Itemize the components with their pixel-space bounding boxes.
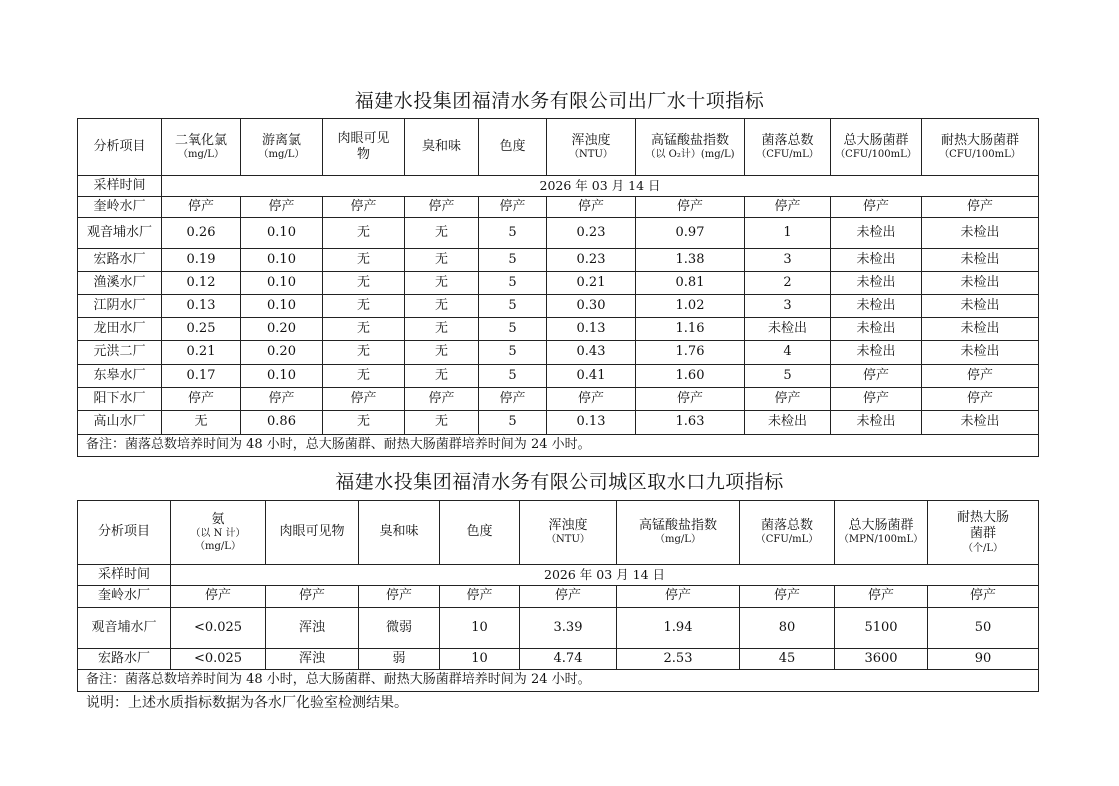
table-cell: <0.025	[171, 608, 266, 649]
table-cell: 未检出	[922, 295, 1039, 318]
table-cell: 停产	[745, 197, 831, 218]
table-cell: 停产	[323, 388, 405, 411]
table-cell: 无	[323, 341, 405, 365]
factory-water-table	[77, 118, 1039, 457]
header-col: 氨 （以 N 计） （mg/L）	[171, 501, 266, 565]
table-cell: 停产	[405, 388, 479, 411]
table-cell: 无	[323, 318, 405, 341]
table-cell: 停产	[740, 586, 835, 608]
table-cell: 0.23	[547, 249, 636, 272]
header-col: 色度	[479, 119, 547, 176]
table2-title: 福建水投集团福清水务有限公司城区取水口九项指标	[335, 471, 784, 493]
table-cell: 0.12	[162, 272, 241, 295]
table-cell: 80	[740, 608, 835, 649]
header-col: 肉眼可见物	[323, 119, 405, 176]
table-row	[78, 295, 1039, 318]
header-col: 游离氯 （mg/L）	[241, 119, 323, 176]
table-cell: 无	[405, 249, 479, 272]
table-cell: 5	[745, 365, 831, 388]
table-cell: 停产	[241, 388, 323, 411]
table-cell: 停产	[479, 388, 547, 411]
table-cell: 0.13	[547, 411, 636, 435]
plant-name: 东皋水厂	[78, 365, 162, 388]
table-cell: 10	[440, 649, 520, 670]
table-cell: 停产	[479, 197, 547, 218]
table-cell: 停产	[922, 365, 1039, 388]
table-cell: 无	[323, 411, 405, 435]
table-cell: 无	[323, 272, 405, 295]
table-cell: 2.53	[617, 649, 740, 670]
table-cell: 0.43	[547, 341, 636, 365]
table-cell: 未检出	[745, 411, 831, 435]
table-cell: 停产	[922, 388, 1039, 411]
table-cell: 无	[405, 318, 479, 341]
table-cell: 无	[405, 218, 479, 249]
plant-name: 观音埔水厂	[78, 608, 171, 649]
table-cell: 0.20	[241, 318, 323, 341]
table-cell: 无	[162, 411, 241, 435]
plant-name: 龙田水厂	[78, 318, 162, 341]
table-cell: 停产	[831, 197, 922, 218]
table-cell: 停产	[636, 197, 745, 218]
table-cell: 0.21	[547, 272, 636, 295]
sampling-row	[78, 176, 1039, 197]
header-col: 二氧化氯 （mg/L）	[162, 119, 241, 176]
table-row	[78, 218, 1039, 249]
table-cell: 未检出	[831, 218, 922, 249]
table-cell: 未检出	[922, 272, 1039, 295]
table-cell: 0.23	[547, 218, 636, 249]
table-cell: 0.10	[241, 365, 323, 388]
header-col: 臭和味	[405, 119, 479, 176]
intake-water-table	[77, 500, 1039, 692]
table-cell: 停产	[440, 586, 520, 608]
table-cell: 0.19	[162, 249, 241, 272]
table-cell: 未检出	[922, 218, 1039, 249]
table-cell: 3.39	[520, 608, 617, 649]
table-cell: 未检出	[831, 411, 922, 435]
table-cell: 1.76	[636, 341, 745, 365]
table-cell: 未检出	[745, 318, 831, 341]
table-cell: 5	[479, 249, 547, 272]
table-cell: 1.02	[636, 295, 745, 318]
table-cell: 3600	[835, 649, 928, 670]
table-cell: 无	[405, 365, 479, 388]
table-cell: 1.16	[636, 318, 745, 341]
table-cell: 未检出	[831, 295, 922, 318]
table-cell: 5100	[835, 608, 928, 649]
table-row	[78, 649, 1039, 670]
header-col: 高锰酸盐指数 （以 O₂计）(mg/L)	[636, 119, 745, 176]
table-cell: 未检出	[831, 341, 922, 365]
table-cell: 4.74	[520, 649, 617, 670]
table-cell: 无	[323, 295, 405, 318]
table-row	[78, 272, 1039, 295]
table2-header-row	[78, 501, 1039, 565]
table-cell: 5	[479, 411, 547, 435]
table-cell: 0.86	[241, 411, 323, 435]
table-cell: 无	[405, 295, 479, 318]
table-cell: 未检出	[831, 249, 922, 272]
table-cell: 停产	[922, 197, 1039, 218]
table-cell: 5	[479, 295, 547, 318]
table-cell: 未检出	[922, 411, 1039, 435]
table-cell: 无	[405, 411, 479, 435]
sampling-row	[78, 565, 1039, 586]
table2-body	[78, 586, 1039, 670]
table-cell: 0.97	[636, 218, 745, 249]
table-cell: 浑浊	[266, 608, 359, 649]
sampling-date: 2026 年 03 月 14 日	[162, 176, 1039, 197]
table-cell: 0.13	[162, 295, 241, 318]
table-cell: 1.94	[617, 608, 740, 649]
table-cell: 未检出	[831, 318, 922, 341]
table-cell: 停产	[405, 197, 479, 218]
plant-name: 宏路水厂	[78, 249, 162, 272]
header-col: 臭和味	[359, 501, 440, 565]
header-col: 肉眼可见物	[266, 501, 359, 565]
table-cell: 未检出	[831, 272, 922, 295]
header-item: 分析项目	[78, 119, 162, 176]
table-cell: 5	[479, 341, 547, 365]
table1-header-row	[78, 119, 1039, 176]
header-col: 浑浊度 （NTU）	[547, 119, 636, 176]
table-cell: 停产	[831, 365, 922, 388]
table-cell: 5	[479, 318, 547, 341]
plant-name: 宏路水厂	[78, 649, 171, 670]
table-cell: 停产	[162, 388, 241, 411]
table-cell: 停产	[547, 388, 636, 411]
table2-note-row	[78, 670, 1039, 692]
table-cell: 5	[479, 365, 547, 388]
table1-body	[78, 197, 1039, 435]
table-cell: 停产	[520, 586, 617, 608]
header-col: 总大肠菌群 （MPN/100mL）	[835, 501, 928, 565]
plant-name: 高山水厂	[78, 411, 162, 435]
table1-title: 福建水投集团福清水务有限公司出厂水十项指标	[354, 90, 765, 112]
table-cell: 未检出	[922, 318, 1039, 341]
table-cell: 1	[745, 218, 831, 249]
table-cell: 停产	[323, 197, 405, 218]
table-cell: 停产	[547, 197, 636, 218]
table-cell: 4	[745, 341, 831, 365]
table-cell: 0.26	[162, 218, 241, 249]
table-cell: 浑浊	[266, 649, 359, 670]
table-cell: 停产	[266, 586, 359, 608]
table-cell: 1.63	[636, 411, 745, 435]
table2-note: 备注：菌落总数培养时间为 48 小时，总大肠菌群、耐热大肠菌群培养时间为 24 小时。	[78, 670, 1039, 692]
table-cell: 45	[740, 649, 835, 670]
table-row	[78, 608, 1039, 649]
table-cell: 5	[479, 218, 547, 249]
table-cell: 无	[323, 249, 405, 272]
table-cell: 3	[745, 249, 831, 272]
table-cell: 停产	[831, 388, 922, 411]
table-cell: 无	[405, 272, 479, 295]
table-row	[78, 197, 1039, 218]
table-row	[78, 341, 1039, 365]
header-col: 耐热大肠 菌群 （个/L）	[928, 501, 1039, 565]
table-cell: 停产	[359, 586, 440, 608]
table-cell: 停产	[162, 197, 241, 218]
header-col: 总大肠菌群 （CFU/100mL）	[831, 119, 922, 176]
table-cell: 微弱	[359, 608, 440, 649]
table-cell: 停产	[171, 586, 266, 608]
table-row	[78, 411, 1039, 435]
table-cell: 无	[405, 341, 479, 365]
plant-name: 奎岭水厂	[78, 586, 171, 608]
table-cell: 0.81	[636, 272, 745, 295]
table-cell: 2	[745, 272, 831, 295]
plant-name: 江阴水厂	[78, 295, 162, 318]
table-cell: 0.25	[162, 318, 241, 341]
table1-note-row	[78, 435, 1039, 457]
table-cell: 停产	[745, 388, 831, 411]
table-cell: 3	[745, 295, 831, 318]
header-col: 浑浊度 （NTU）	[520, 501, 617, 565]
table-cell: 停产	[241, 197, 323, 218]
table-row	[78, 318, 1039, 341]
footer-note: 说明：上述水质指标数据为各水厂化验室检测结果。	[86, 695, 408, 711]
plant-name: 阳下水厂	[78, 388, 162, 411]
table-row	[78, 249, 1039, 272]
table-row	[78, 388, 1039, 411]
plant-name: 奎岭水厂	[78, 197, 162, 218]
table-cell: 停产	[928, 586, 1039, 608]
table-cell: 无	[323, 218, 405, 249]
table-cell: 0.10	[241, 218, 323, 249]
table-cell: 0.10	[241, 249, 323, 272]
sampling-date: 2026 年 03 月 14 日	[171, 565, 1039, 586]
plant-name: 观音埔水厂	[78, 218, 162, 249]
table-cell: 0.10	[241, 272, 323, 295]
table-cell: 弱	[359, 649, 440, 670]
table-cell: 0.17	[162, 365, 241, 388]
table-cell: 停产	[835, 586, 928, 608]
header-col: 色度	[440, 501, 520, 565]
table-cell: 1.60	[636, 365, 745, 388]
table-row	[78, 365, 1039, 388]
table-cell: 0.20	[241, 341, 323, 365]
header-col: 菌落总数 （CFU/mL）	[745, 119, 831, 176]
table-cell: 0.41	[547, 365, 636, 388]
plant-name: 元洪二厂	[78, 341, 162, 365]
table-row	[78, 586, 1039, 608]
table-cell: 停产	[617, 586, 740, 608]
header-col: 耐热大肠菌群 （CFU/100mL）	[922, 119, 1039, 176]
sampling-label: 采样时间	[78, 565, 171, 586]
header-item: 分析项目	[78, 501, 171, 565]
table-cell: 5	[479, 272, 547, 295]
plant-name: 渔溪水厂	[78, 272, 162, 295]
table-cell: 未检出	[922, 249, 1039, 272]
table-cell: 50	[928, 608, 1039, 649]
table-cell: 10	[440, 608, 520, 649]
table1-note: 备注：菌落总数培养时间为 48 小时，总大肠菌群、耐热大肠菌群培养时间为 24 小时。	[78, 435, 1039, 457]
table-cell: 0.30	[547, 295, 636, 318]
table-cell: 0.10	[241, 295, 323, 318]
header-col: 菌落总数 （CFU/mL）	[740, 501, 835, 565]
header-col: 高锰酸盐指数 （mg/L）	[617, 501, 740, 565]
table-cell: 1.38	[636, 249, 745, 272]
table-cell: <0.025	[171, 649, 266, 670]
table-cell: 未检出	[922, 341, 1039, 365]
table-cell: 90	[928, 649, 1039, 670]
table-cell: 0.13	[547, 318, 636, 341]
table-cell: 无	[323, 365, 405, 388]
sampling-label: 采样时间	[78, 176, 162, 197]
table-cell: 停产	[636, 388, 745, 411]
table-cell: 0.21	[162, 341, 241, 365]
